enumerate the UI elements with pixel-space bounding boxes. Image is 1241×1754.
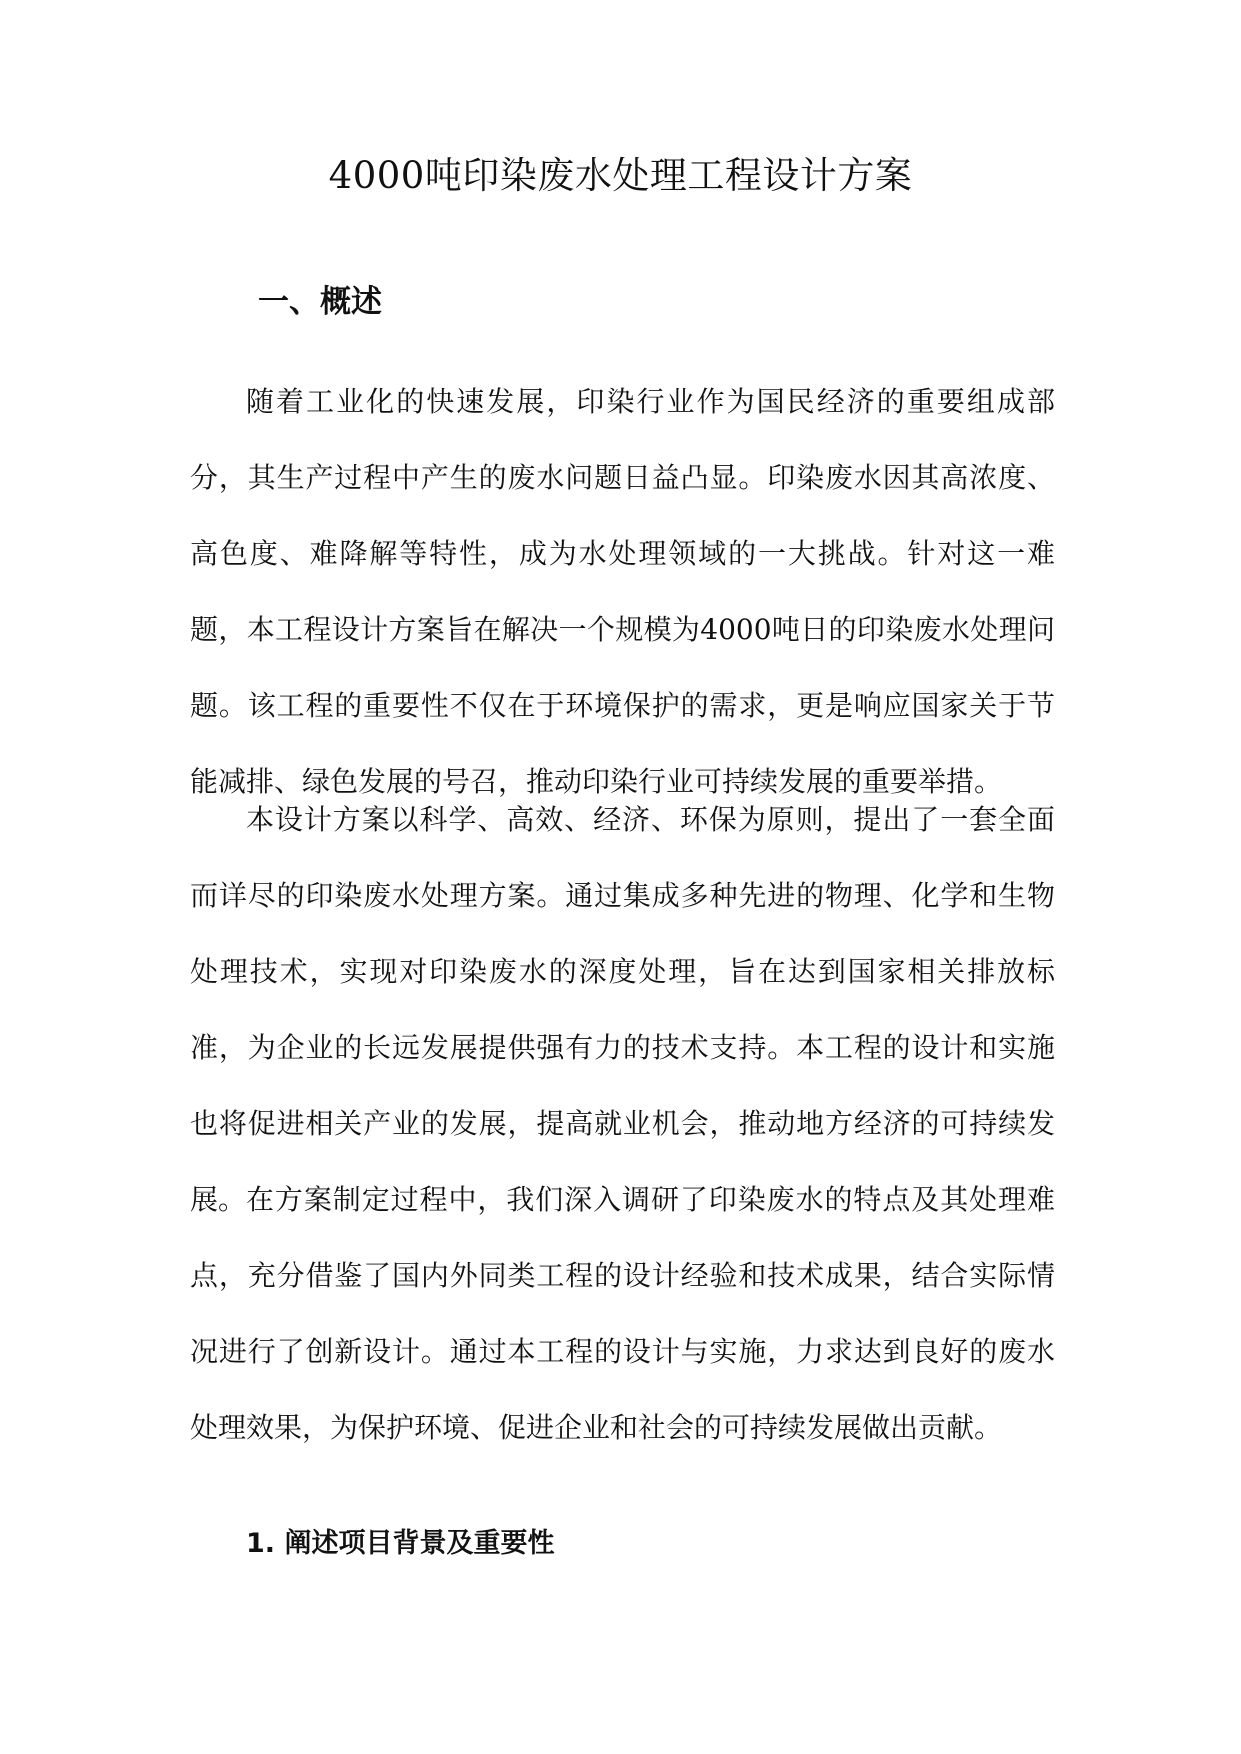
paragraph-1: 随着工业化的快速发展，印染行业作为国民经济的重要组成部分，其生产过程中产生的废水问题日益凸显。印染废水因其高浓度、高色度、难降解等特性，成为水处理领域的一大挑战。针对这一难题，本工程设计方案旨在解决一个规模为4000吨日的印染废水处理问题。该工程的重要性不仅在于环境保护的需求，更是响应国家关于节能减排、绿色发展的号召，推动印染行业可持续发展的重要举措。 <box>190 385 1055 798</box>
section-heading-overview: 一、概述 <box>258 284 382 320</box>
subsection-heading-background: 1. 阐述项目背景及重要性 <box>246 1528 555 1559</box>
paragraph-2: 本设计方案以科学、高效、经济、环保为原则，提出了一套全面而详尽的印染废水处理方案。通过集成多种先进的物理、化学和生物处理技术，实现对印染废水的深度处理，旨在达到国家相关排放标准，为企业的长远发展提供强有力的技术支持。本工程的设计和实施也将促进相关产业的发展，提高就业机会，推动地方经济的可持续发展。 <box>190 803 1055 1216</box>
paragraph-3: 在方案制定过程中，我们深入调研了印染废水的特点及其处理难点，充分借鉴了国内外同类工程的设计经验和技术成果，结合实际情况进行了创新设计。通过本工程的设计与实施，力求达到良好的废水处理效果，为保护环境、促进企业和社会的可持续发展做出贡献。 <box>190 1183 1055 1444</box>
document-title: 4000吨印染废水处理工程设计方案 <box>328 154 913 197</box>
